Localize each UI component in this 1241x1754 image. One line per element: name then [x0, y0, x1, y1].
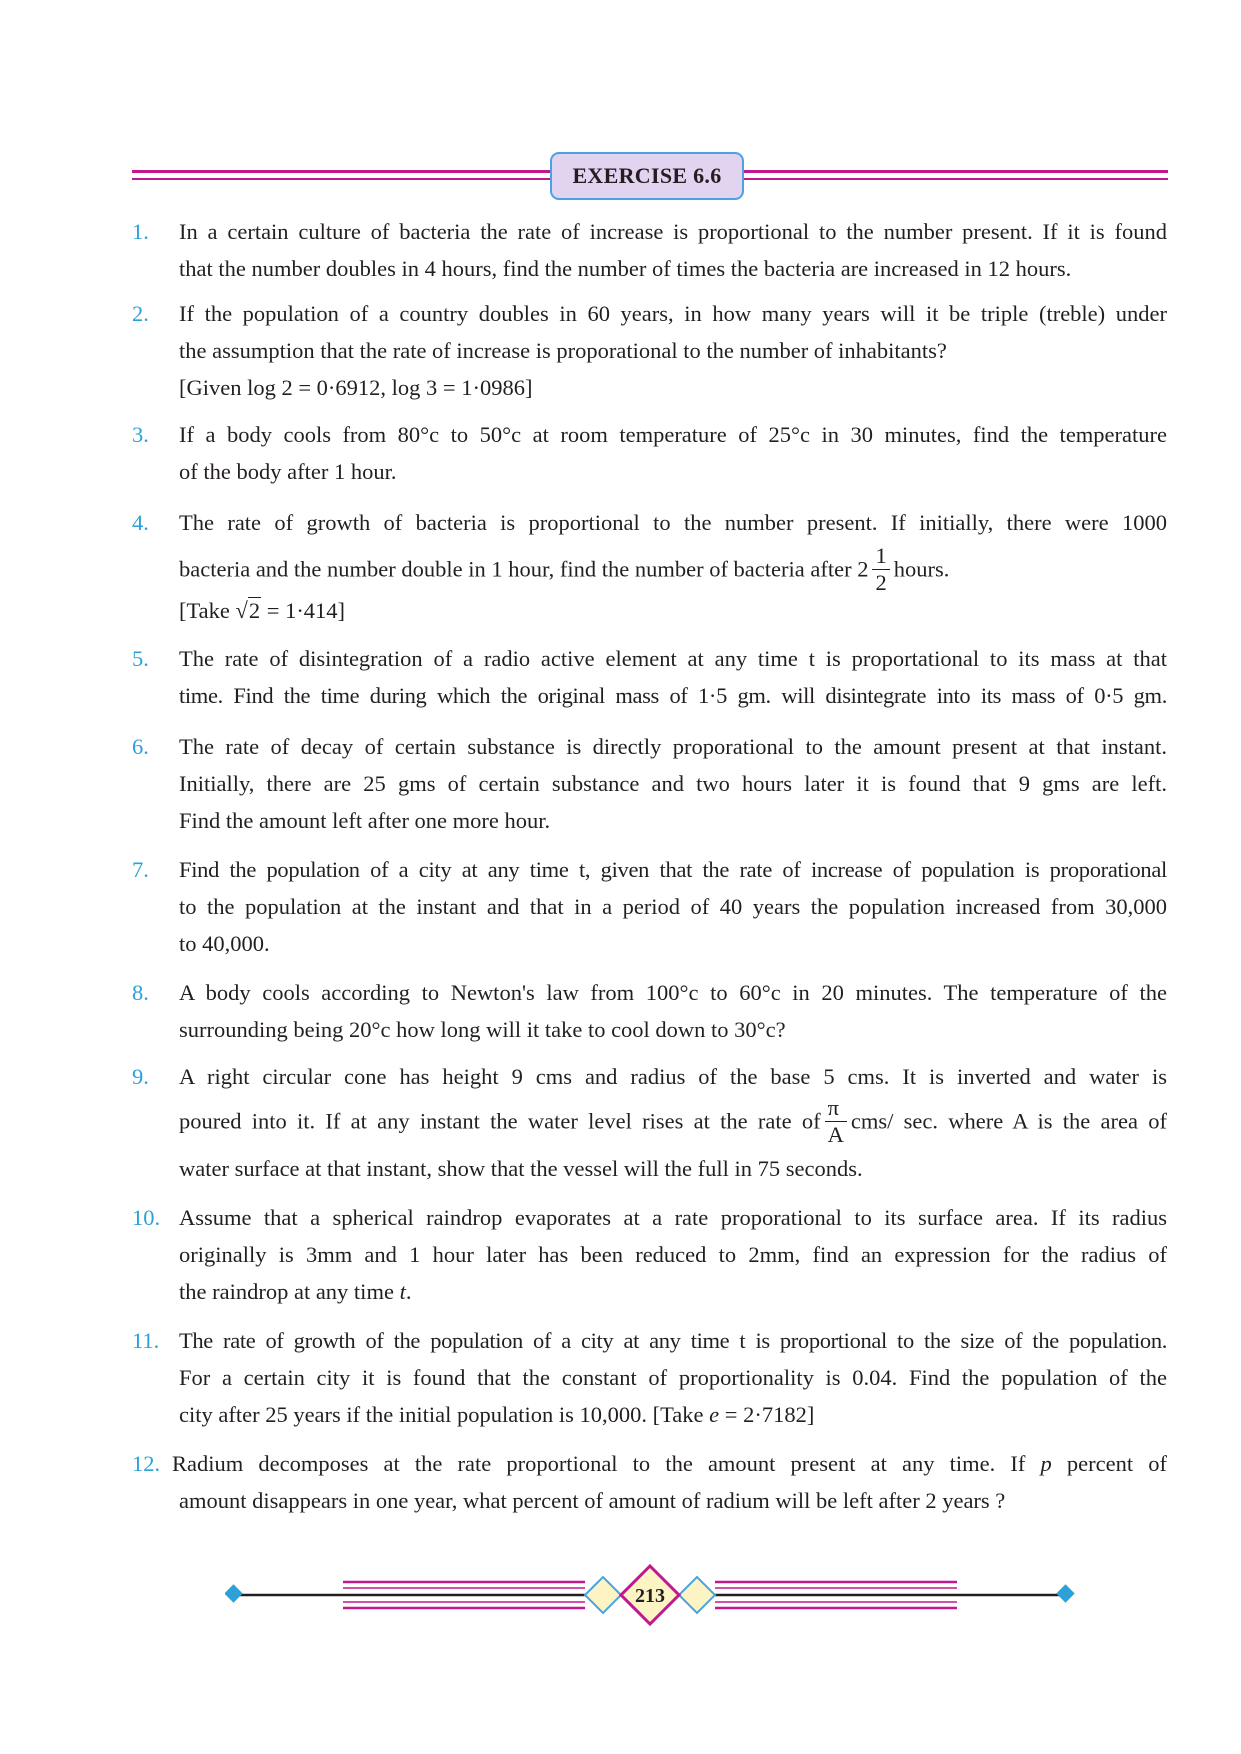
- question-line: water surface at that instant, show that the vessel will the full in 75 seconds.: [179, 1156, 863, 1181]
- math-variable: e: [709, 1402, 720, 1427]
- exercise-header: [132, 150, 1168, 204]
- question-line: Initially, there are 25 gms of certain substance and two hours later it is found that 9 gms are left.: [179, 771, 1167, 796]
- square-root: √2: [235, 598, 261, 623]
- question-number: 12.: [132, 1451, 161, 1476]
- question-line: In a certain culture of bacteria the rate of increase is proportional to the number present. If it is found: [179, 219, 1167, 244]
- fraction: [872, 543, 889, 596]
- header-rule-left-bottom: [132, 178, 550, 180]
- fraction-numerator: π: [827, 1095, 839, 1120]
- question-line: A body cools according to Newton's law from 100°c to 60°c in 20 minutes. The temperature of the: [179, 980, 1167, 1005]
- question-line: to 40,000.: [179, 931, 270, 956]
- question-line: [Given log 2 = 0·6912, log 3 = 1·0986]: [179, 375, 533, 400]
- question-line: time. Find the time during which the original mass of 1·5 gm. will disintegrate into its mass of 0·5 gm.: [179, 683, 1167, 708]
- question-number: 2.: [132, 301, 149, 326]
- question-line: of the body after 1 hour.: [179, 459, 397, 484]
- question-line: that the number doubles in 4 hours, find the number of times the bacteria are increased in 12 hours.: [179, 256, 1072, 281]
- question-text: [179, 851, 1167, 962]
- text-run: Radium decomposes at the rate proportional to the amount present at any time. If: [172, 1451, 1026, 1476]
- question-line: Find the amount left after one more hour.: [179, 808, 551, 833]
- question-line: For a certain city it is found that the constant of proportionality is 0.04. Find the population of the: [179, 1365, 1167, 1390]
- footer-diamond-right: [1056, 1584, 1074, 1602]
- fraction-numerator: 1: [875, 543, 887, 568]
- question-line: surrounding being 20°c how long will it take to cool down to 30°c?: [179, 1017, 786, 1042]
- question-line: the assumption that the rate of increase is proporational to the number of inhabitants?: [179, 338, 947, 363]
- footer-diamond-small-right: [679, 1577, 715, 1613]
- header-rule-right-bottom: [744, 178, 1168, 180]
- text-run: poured into it. If at any instant the water level rises at the rate of: [179, 1108, 821, 1134]
- text-run: = 2·7182]: [724, 1402, 815, 1427]
- text-run: city after 25 years if the initial population is 10,000. [Take: [179, 1402, 704, 1427]
- question-line: originally is 3mm and 1 hour later has been reduced to 2mm, find an expression for the radius of: [179, 1242, 1167, 1267]
- fraction: [825, 1095, 847, 1148]
- question-number: 11.: [132, 1328, 160, 1353]
- text-run: = 1·414]: [266, 598, 346, 623]
- question-text: [179, 416, 1167, 490]
- text-run: percent of: [1066, 1451, 1168, 1476]
- question-text: [179, 1199, 1167, 1310]
- question-number: 1.: [132, 219, 149, 244]
- header-rule-right-top: [744, 170, 1168, 173]
- question-number: 4.: [132, 510, 149, 535]
- fraction-denominator: 2: [872, 569, 889, 596]
- text-run: cms/ sec. where A is the area of: [850, 1108, 1167, 1134]
- footer-diamond-left: [225, 1584, 243, 1602]
- question-text: [179, 504, 1167, 629]
- question-text: [179, 974, 1167, 1048]
- page-number: 213: [635, 1585, 665, 1607]
- question-line: The rate of decay of certain substance is directly proporational to the amount present at that instant.: [179, 734, 1167, 759]
- question-number: 9.: [132, 1064, 149, 1089]
- question-line: [179, 545, 1167, 598]
- radicand: 2: [248, 598, 261, 623]
- question-number: 10.: [132, 1205, 161, 1230]
- question-number: 8.: [132, 980, 149, 1005]
- question-text: [179, 295, 1167, 406]
- question-line: The rate of growth of bacteria is proportional to the number present. If initially, there were 1000: [179, 510, 1167, 535]
- question-line: to the population at the instant and that in a period of 40 years the population increased from 30,000: [179, 894, 1167, 919]
- question-line: [179, 1396, 1167, 1433]
- text-run: .: [405, 1279, 412, 1304]
- text-run: hours.: [893, 556, 950, 582]
- text-run: bacteria and the number double in 1 hour, find the number of bacteria after 2: [179, 556, 869, 582]
- question-line: [179, 1273, 1167, 1310]
- page-footer: [225, 1560, 1075, 1630]
- text-run: [Take: [179, 598, 230, 623]
- math-variable: t: [399, 1279, 406, 1304]
- exercise-title: EXERCISE 6.6: [550, 152, 744, 200]
- question-line: Assume that a spherical raindrop evaporates at a rate proporational to its surface area. If its radius: [179, 1205, 1167, 1230]
- footer-ornament: [225, 1560, 1075, 1630]
- question-text: [179, 213, 1167, 287]
- question-number: 5.: [132, 646, 149, 671]
- text-run: the raindrop at any time: [179, 1279, 394, 1304]
- question-line: If the population of a country doubles in 60 years, in how many years will it be triple (treble) under: [179, 301, 1167, 326]
- question-line: amount disappears in one year, what percent of amount of radium will be left after 2 years ?: [179, 1488, 1006, 1513]
- question-number: 6.: [132, 734, 149, 759]
- question-number: 3.: [132, 422, 149, 447]
- math-variable: p: [1040, 1451, 1052, 1476]
- question-line: The rate of disintegration of a radio active element at any time t is proportational to its mass at that: [179, 646, 1167, 671]
- footer-diamond-small-left: [585, 1577, 621, 1613]
- question-line: [172, 1445, 1167, 1482]
- question-line: If a body cools from 80°c to 50°c at room temperature of 25°c in 30 minutes, find the temperature: [179, 422, 1167, 447]
- question-number: 7.: [132, 857, 149, 882]
- fraction-denominator: A: [825, 1121, 847, 1148]
- question-line: The rate of growth of the population of a city at any time t is proportional to the size of the population.: [179, 1328, 1167, 1353]
- question-text: [179, 1058, 1167, 1187]
- header-rule-left-top: [132, 170, 550, 173]
- question-text: [179, 1322, 1167, 1433]
- question-line: Find the population of a city at any time t, given that the rate of increase of population is proporational: [179, 857, 1167, 882]
- question-line: [179, 1097, 1167, 1150]
- question-line: A right circular cone has height 9 cms and radius of the base 5 cms. It is inverted and water is: [179, 1064, 1167, 1089]
- question-text: [179, 728, 1167, 839]
- question-text: [179, 640, 1167, 714]
- question-text: [172, 1445, 1167, 1519]
